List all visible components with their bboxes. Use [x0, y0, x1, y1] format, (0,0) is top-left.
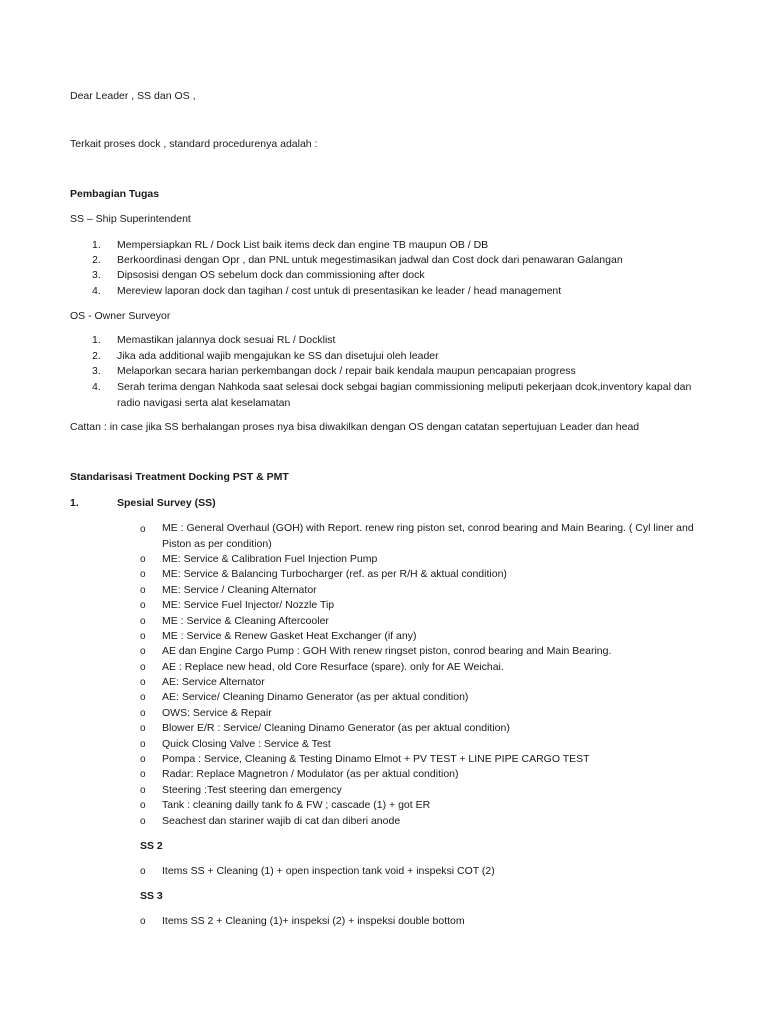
list-item: ME : Service & Cleaning Aftercooler: [162, 615, 329, 627]
ss3-title: SS 3: [140, 890, 163, 902]
list-item: ME : Service & Renew Gasket Heat Exchanger (if any): [162, 630, 417, 642]
list-item: Tank : cleaning dailly tank fo & FW ; cascade (1) + got ER: [162, 799, 431, 811]
list-item: AE: Service/ Cleaning Dinamo Generator (as per aktual condition): [162, 691, 469, 703]
section-title: Spesial Survey (SS): [117, 497, 216, 509]
bullet-icon: o: [140, 739, 146, 750]
note-text: Cattan : in case jika SS berhalangan proses nya bisa diwakilkan dengan OS dengan catatan sepertujuan Leader dan head: [70, 421, 640, 433]
list-item: Jika ada additional wajib mengajukan ke SS dan disetujui oleh leader: [117, 350, 439, 362]
list-number: 2.: [92, 350, 101, 362]
standard-heading: Standarisasi Treatment Docking PST & PMT: [70, 471, 289, 483]
list-item: Memastikan jalannya dock sesuai RL / Docklist: [117, 334, 336, 346]
tasks-heading: Pembagian Tugas: [70, 188, 160, 200]
bullet-icon: o: [140, 785, 146, 796]
list-item: Mempersiapkan RL / Dock List baik items deck dan engine TB maupun OB / DB: [117, 239, 489, 251]
section-number: 1.: [70, 497, 79, 509]
list-item: Seachest dan stariner wajib di cat dan diberi anode: [162, 815, 401, 827]
list-number: 1.: [92, 239, 101, 251]
list-item: ME: Service & Calibration Fuel Injection Pump: [162, 553, 378, 565]
list-item: Blower E/R : Service/ Cleaning Dinamo Generator (as per aktual condition): [162, 722, 510, 734]
bullet-icon: o: [140, 569, 146, 580]
bullet-icon: o: [140, 800, 146, 811]
intro-text: Terkait proses dock , standard procedurenya adalah :: [70, 138, 318, 150]
ss-role-title: SS – Ship Superintendent: [70, 213, 191, 225]
bullet-icon: o: [140, 708, 146, 719]
bullet-icon: o: [140, 585, 146, 596]
ss2-title: SS 2: [140, 840, 163, 852]
ss3-item: Items SS 2 + Cleaning (1)+ inspeksi (2) + inspeksi double bottom: [162, 915, 465, 927]
bullet-icon: o: [140, 866, 146, 877]
list-item: Quick Closing Valve : Service & Test: [162, 738, 331, 750]
list-number: 3.: [92, 365, 101, 377]
list-item: Dipsosisi dengan OS sebelum dock dan commissioning after dock: [117, 269, 425, 281]
bullet-icon: o: [140, 646, 146, 657]
bullet-icon: o: [140, 600, 146, 611]
list-item: AE : Replace new head, old Core Resurface (spare). only for AE Weichai.: [162, 661, 504, 673]
bullet-icon: o: [140, 916, 146, 927]
list-number: 3.: [92, 269, 101, 281]
list-item: Radar: Replace Magnetron / Modulator (as per aktual condition): [162, 768, 459, 780]
list-number: 2.: [92, 254, 101, 266]
list-item: ME: Service Fuel Injector/ Nozzle Tip: [162, 599, 335, 611]
list-item: ME: Service & Balancing Turbocharger (ref. as per R/H & aktual condition): [162, 568, 507, 580]
greeting: Dear Leader , SS dan OS ,: [70, 90, 196, 102]
list-item: Steering :Test steering dan emergency: [162, 784, 342, 796]
bullet-icon: o: [140, 769, 146, 780]
bullet-icon: o: [140, 662, 146, 673]
list-item: OWS: Service & Repair: [162, 707, 272, 719]
list-item: ME: Service / Cleaning Alternator: [162, 584, 317, 596]
bullet-icon: o: [140, 677, 146, 688]
list-number: 4.: [92, 381, 101, 393]
list-item: Pompa : Service, Cleaning & Testing Dinamo Elmot + PV TEST + LINE PIPE CARGO TEST: [162, 753, 590, 765]
bullet-icon: o: [140, 616, 146, 627]
list-item: ME : General Overhaul (GOH) with Report. renew ring piston set, conrod bearing and Main Bearing. ( Cyl liner and Piston as per condition): [162, 522, 694, 550]
list-item: Serah terima dengan Nahkoda saat selesai dock sebgai bagian commissioning meliputi pekerjaan dcok,inventory kapal dan radio navigasi serta alat keselamatan: [117, 381, 692, 409]
list-number: 4.: [92, 285, 101, 297]
list-item: AE: Service Alternator: [162, 676, 265, 688]
bullet-icon: o: [140, 554, 146, 565]
bullet-icon: o: [140, 816, 146, 827]
bullet-icon: o: [140, 692, 146, 703]
list-item: Melaporkan secara harian perkembangan dock / repair baik kendala maupun pencapaian progress: [117, 365, 576, 377]
list-item: Mereview laporan dock dan tagihan / cost untuk di presentasikan ke leader / head management: [117, 285, 562, 297]
list-item: Berkoordinasi dengan Opr , dan PNL untuk megestimasikan jadwal dan Cost dock dari penawaran Galangan: [117, 254, 623, 266]
os-role-title: OS - Owner Surveyor: [70, 310, 171, 322]
bullet-icon: o: [140, 631, 146, 642]
ss2-item: Items SS + Cleaning (1) + open inspection tank void + inspeksi COT (2): [162, 865, 495, 877]
list-item: AE dan Engine Cargo Pump : GOH With renew ringset piston, conrod bearing and Main Bearing.: [162, 645, 612, 657]
bullet-icon: o: [140, 754, 146, 765]
bullet-icon: o: [140, 723, 146, 734]
list-number: 1.: [92, 334, 101, 346]
bullet-icon: o: [140, 524, 146, 535]
